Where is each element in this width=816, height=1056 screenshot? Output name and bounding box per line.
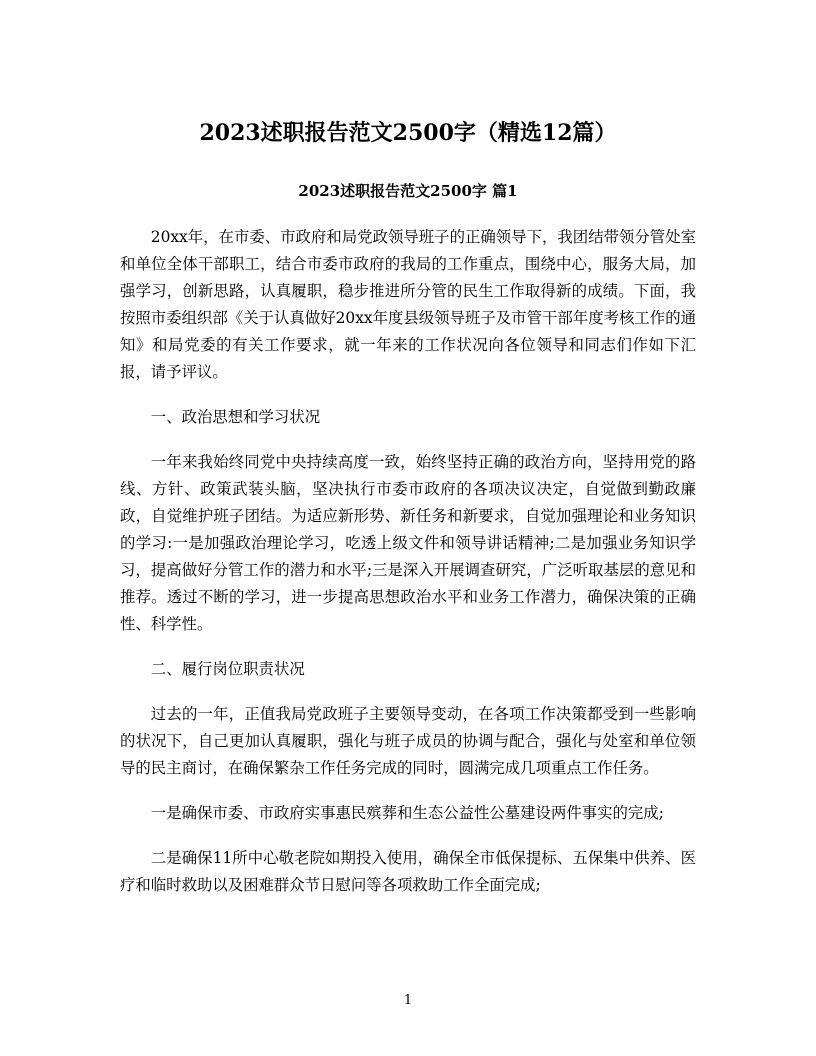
subheading-political-study: 一、政治思想和学习状况 [150,408,321,426]
paragraph-item-one: 一是确保市委、市政府实事惠民殡葬和生态公益性公墓建设两件事实的完成; [150,804,664,822]
page-number: 1 [403,993,413,1008]
paragraph-intro: 20xx年，在市委、市政府和局党政领导班子的正确领导下，我团结带领分管处室和单位全体干部职工，结合市委市政府的我局的工作重点，围绕中心，服务大局，加强学习，创新思路，认真履职，稳步推进所分管的民生工作取得新的成绩。下面，我按照市委组织部《关于认真做好20xx年度县级领导班子及市管干部年度考核工作的通知》和局党委的有关工作要求，就一年来的工作状况向各位领导和同志们作如下汇报，请予评议。 [120,228,696,381]
paragraph-item-two: 二是确保11所中心敬老院如期投入使用，确保全市低保提标、五保集中供养、医疗和临时救助以及困难群众节日慰问等各项救助工作全面完成; [120,849,696,894]
paragraph-political-study: 一年来我始终同党中央持续高度一致，始终坚持正确的政治方向，坚持用党的路线、方针、政策武装头脑，坚决执行市委市政府的各项决议决定，自觉做到勤政廉政，自觉维护班子团结。为适应新形势、新任务和新要求，自觉加强理论和业务知识的学习:一是加强政治理论学习，吃透上级文件和领导讲话精神;二是加强业务知识学习，提高做好分管工作的潜力和水平;三是深入开展调查研究，广泛听取基层的意见和推荐。透过不断的学习，进一步提高思想政治水平和业务工作潜力，确保决策的正确性、科学性。 [120,453,696,633]
document-title: 2023述职报告范文2500字（精选12篇） [199,120,617,146]
section-title: 2023述职报告范文2500字 篇1 [298,182,518,200]
document-body [120,224,696,917]
subheading-duties: 二、履行岗位职责状况 [150,660,305,678]
paragraph-duties: 过去的一年，正值我局党政班子主要领导变动，在各项工作决策都受到一些影响的状况下，自己更加认真履职，强化与班子成员的协调与配合，强化与处室和单位领导的民主商讨，在确保繁杂工作任务完成的同时，圆满完成几项重点工作任务。 [120,705,696,777]
